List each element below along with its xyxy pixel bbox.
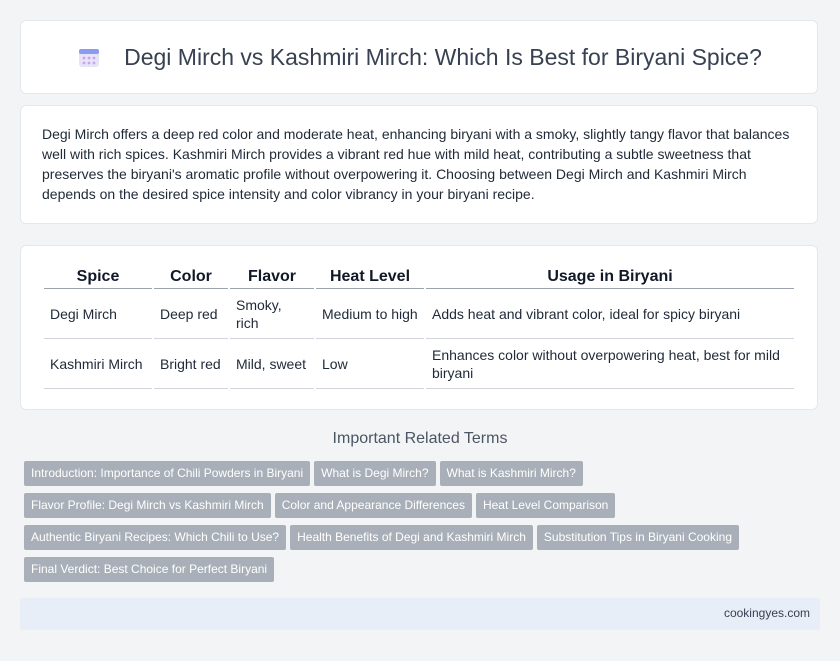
table-header-row xyxy=(44,262,794,289)
tag-final-verdict[interactable]: Final Verdict: Best Choice for Perfect Biryani xyxy=(24,557,274,582)
header-color: Color xyxy=(154,262,228,289)
footer-site[interactable]: cookingyes.com xyxy=(723,606,810,620)
cell-usage: Enhances color without overpowering heat, best for mild biryani xyxy=(426,339,794,389)
tag-what-is-kashmiri-mirch[interactable]: What is Kashmiri Mirch? xyxy=(440,461,583,486)
tag-authentic-recipes[interactable]: Authentic Biryani Recipes: Which Chili to Use? xyxy=(24,525,286,550)
header-spice: Spice xyxy=(44,262,152,289)
intro-text: Degi Mirch offers a deep red color and moderate heat, enhancing biryani with a smoky, slightly tangy flavor that balances well with rich spices. Kashmiri Mirch provides a vibrant red hue with mild heat, contributing a subtle sweetness that preserves the biryani's aromatic profile without overpowering it. Choosing between Degi Mirch and Kashmiri Mirch depends on the desired spice intensity and color vibrancy in your biryani recipe. xyxy=(42,126,790,202)
cell-spice: Degi Mirch xyxy=(44,289,152,339)
tag-what-is-degi-mirch[interactable]: What is Degi Mirch? xyxy=(314,461,435,486)
page-title: Degi Mirch vs Kashmiri Mirch: Which Is Best for Biryani Spice? xyxy=(124,43,762,70)
comparison-table-card xyxy=(20,245,818,410)
cell-color: Bright red xyxy=(154,339,228,389)
related-terms-title: Important Related Terms xyxy=(332,430,508,447)
comparison-table xyxy=(42,262,796,389)
tag-flavor-profile[interactable]: Flavor Profile: Degi Mirch vs Kashmiri Mirch xyxy=(24,493,271,518)
table-row xyxy=(44,289,794,339)
cell-color: Deep red xyxy=(154,289,228,339)
cell-heat-level: Low xyxy=(316,339,424,389)
cell-flavor: Smoky, rich xyxy=(230,289,314,339)
header-usage: Usage in Biryani xyxy=(426,262,794,289)
tag-heat-level[interactable]: Heat Level Comparison xyxy=(476,493,615,518)
cell-heat-level: Medium to high xyxy=(316,289,424,339)
tag-substitution-tips[interactable]: Substitution Tips in Biryani Cooking xyxy=(537,525,739,550)
table-row xyxy=(44,339,794,389)
cell-usage: Adds heat and vibrant color, ideal for spicy biryani xyxy=(426,289,794,339)
header-card xyxy=(20,20,818,94)
tag-health-benefits[interactable]: Health Benefits of Degi and Kashmiri Mirch xyxy=(290,525,533,550)
tag-intro-chili-powders[interactable]: Introduction: Importance of Chili Powders in Biryani xyxy=(24,461,310,486)
calendar-icon xyxy=(76,44,102,70)
footer xyxy=(20,598,820,630)
tag-color-appearance[interactable]: Color and Appearance Differences xyxy=(275,493,472,518)
cell-flavor: Mild, sweet xyxy=(230,339,314,389)
header-flavor: Flavor xyxy=(230,262,314,289)
cell-spice: Kashmiri Mirch xyxy=(44,339,152,389)
intro-card xyxy=(20,105,818,224)
related-tags xyxy=(24,461,824,589)
header-heat-level: Heat Level xyxy=(316,262,424,289)
